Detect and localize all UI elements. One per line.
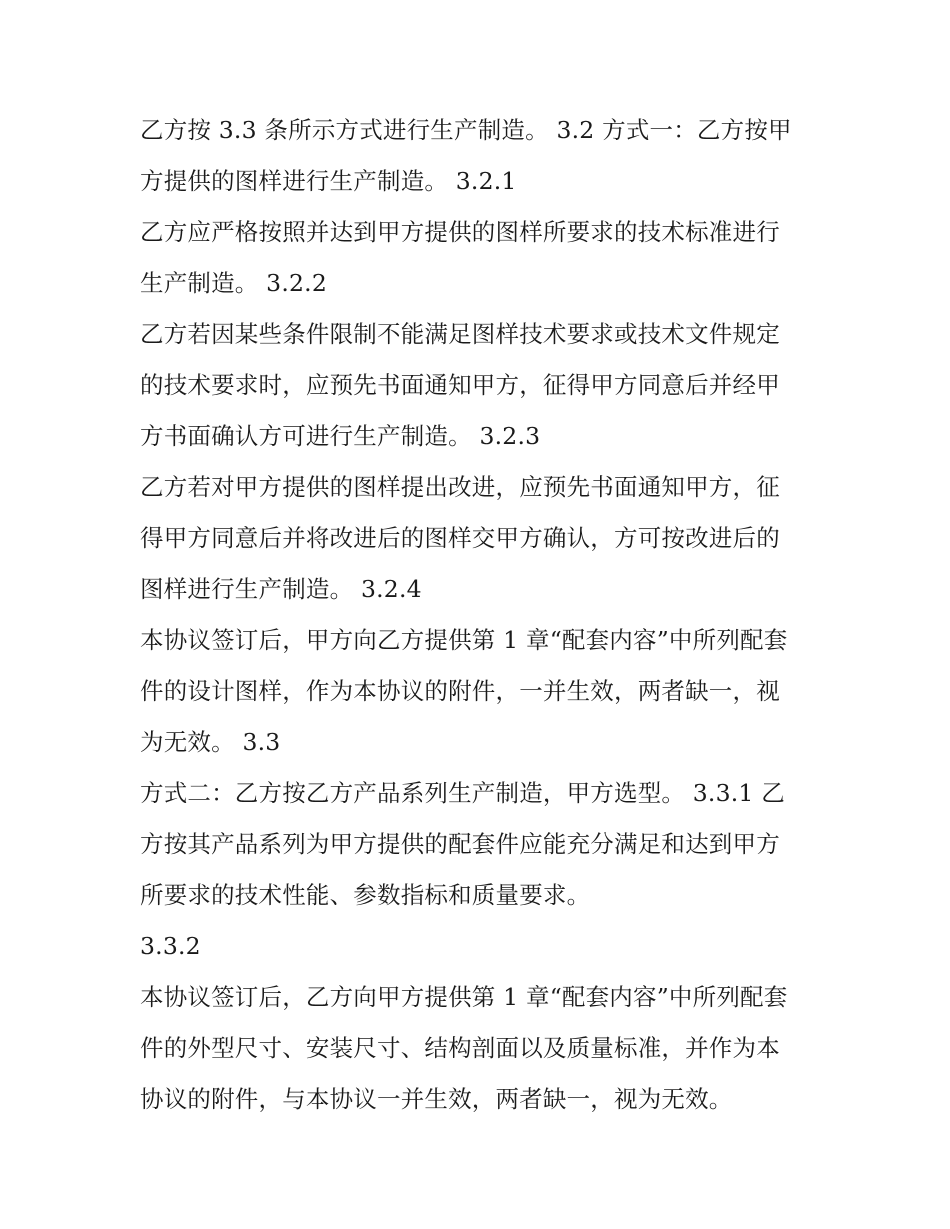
text-line: 乙方应严格按照并达到甲方提供的图样所要求的技术标准进行 [140, 218, 780, 246]
text-line: 生产制造。 3.2.2 [140, 269, 327, 297]
text-line: 乙方若因某些条件限制不能满足图样技术要求或技术文件规定 [140, 320, 780, 348]
text-line: 方书面确认方可进行生产制造。 3.2.3 [140, 422, 541, 450]
text-line: 方按其产品系列为甲方提供的配套件应能充分满足和达到甲方 [140, 830, 780, 858]
text-line: 件的设计图样，作为本协议的附件，一并生效，两者缺一，视 [140, 677, 780, 705]
text-line: 所要求的技术性能、参数指标和质量要求。 [140, 881, 591, 909]
text-line: 件的外型尺寸、安装尺寸、结构剖面以及质量标准，并作为本 [140, 1034, 780, 1062]
text-line: 乙方按 3.3 条所示方式进行生产制造。 3.2 方式一：乙方按甲 [140, 116, 792, 144]
text-line: 的技术要求时，应预先书面通知甲方，征得甲方同意后并经甲 [140, 371, 780, 399]
text-line: 方提供的图样进行生产制造。 3.2.1 [140, 167, 517, 195]
text-line: 本协议签订后，乙方向甲方提供第 1 章“配套内容”中所列配套 [140, 983, 788, 1011]
text-line: 图样进行生产制造。 3.2.4 [140, 575, 422, 603]
text-line: 得甲方同意后并将改进后的图样交甲方确认，方可按改进后的 [140, 524, 780, 552]
text-line: 为无效。 3.3 [140, 728, 281, 756]
text-line: 方式二：乙方按乙方产品系列生产制造，甲方选型。 3.3.1 乙 [140, 779, 785, 807]
document-body [140, 105, 820, 1125]
text-line: 协议的附件，与本协议一并生效，两者缺一，视为无效。 [140, 1085, 733, 1113]
text-line: 本协议签订后，甲方向乙方提供第 1 章“配套内容”中所列配套 [140, 626, 788, 654]
text-line: 乙方若对甲方提供的图样提出改进，应预先书面通知甲方，征 [140, 473, 780, 501]
text-line: 3.3.2 [140, 932, 201, 960]
